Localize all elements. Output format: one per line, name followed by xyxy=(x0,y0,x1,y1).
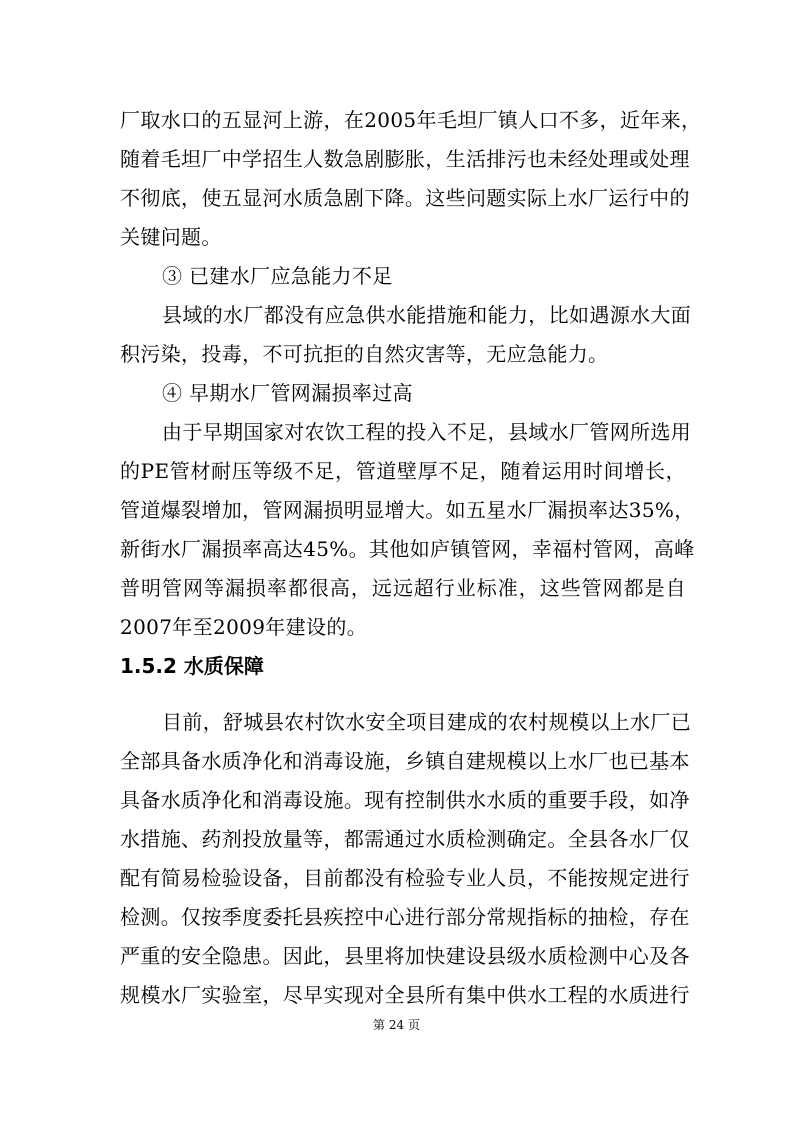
paragraph-line: 全部具备水质净化和消毒设施，乡镇自建规模以上水厂也已基本 xyxy=(120,749,690,773)
paragraph-line: 严重的安全隐患。因此，县里将加快建设县级水质检测中心及各 xyxy=(120,944,690,968)
list-item-title: ③ 已建水厂应急能力不足 xyxy=(162,264,393,288)
paragraph-line: 检测。仅按季度委托县疾控中心进行部分常规指标的抽检，存在 xyxy=(120,905,690,929)
paragraph-line: 普明管网等漏损率都很高，远远超行业标准，这些管网都是自 xyxy=(120,576,686,600)
paragraph-line: 2007年至2009年建设的。 xyxy=(120,615,368,639)
page-number: 第 24 页 xyxy=(373,1018,420,1032)
paragraph-line: 随着毛坦厂中学招生人数急剧膨胀，生活排污也未经处理或处理 xyxy=(120,147,690,171)
paragraph-line: 关键问题。 xyxy=(120,225,222,249)
section-heading: 1.5.2 水质保障 xyxy=(120,654,264,678)
list-item-title: ④ 早期水厂管网漏损率过高 xyxy=(162,381,413,405)
paragraph-line: 新街水厂漏损率高达45%。其他如庐镇管网，幸福村管网，高峰 xyxy=(120,537,695,561)
paragraph-line: 厂取水口的五显河上游，在2005年毛坦厂镇人口不多，近年来， xyxy=(120,108,702,132)
paragraph-line: 具备水质净化和消毒设施。现有控制供水水质的重要手段，如净 xyxy=(120,788,690,812)
paragraph-line: 积污染，投毒，不可抗拒的自然灾害等，无应急能力。 xyxy=(120,342,609,366)
paragraph-line: 的PE管材耐压等级不足，管道壁厚不足，随着运用时间增长， xyxy=(120,459,686,483)
paragraph-line: 配有简易检验设备，目前都没有检验专业人员，不能按规定进行 xyxy=(120,866,690,890)
paragraph-line: 不彻底，使五显河水质急剧下降。这些问题实际上水厂运行中的 xyxy=(120,186,690,210)
paragraph-line: 由于早期国家对农饮工程的投入不足，县域水厂管网所选用 xyxy=(162,420,692,444)
paragraph-line: 水措施、药剂投放量等，都需通过水质检测确定。全县各水厂仅 xyxy=(120,827,690,851)
paragraph-line: 管道爆裂增加，管网漏损明显增大。如五星水厂漏损率达35%， xyxy=(120,498,695,522)
paragraph-line: 规模水厂实验室，尽早实现对全县所有集中供水工程的水质进行 xyxy=(120,983,690,1007)
paragraph-line: 目前，舒城县农村饮水安全项目建成的农村规模以上水厂已 xyxy=(162,710,692,734)
paragraph-line: 县域的水厂都没有应急供水能措施和能力，比如遇源水大面 xyxy=(162,303,692,327)
